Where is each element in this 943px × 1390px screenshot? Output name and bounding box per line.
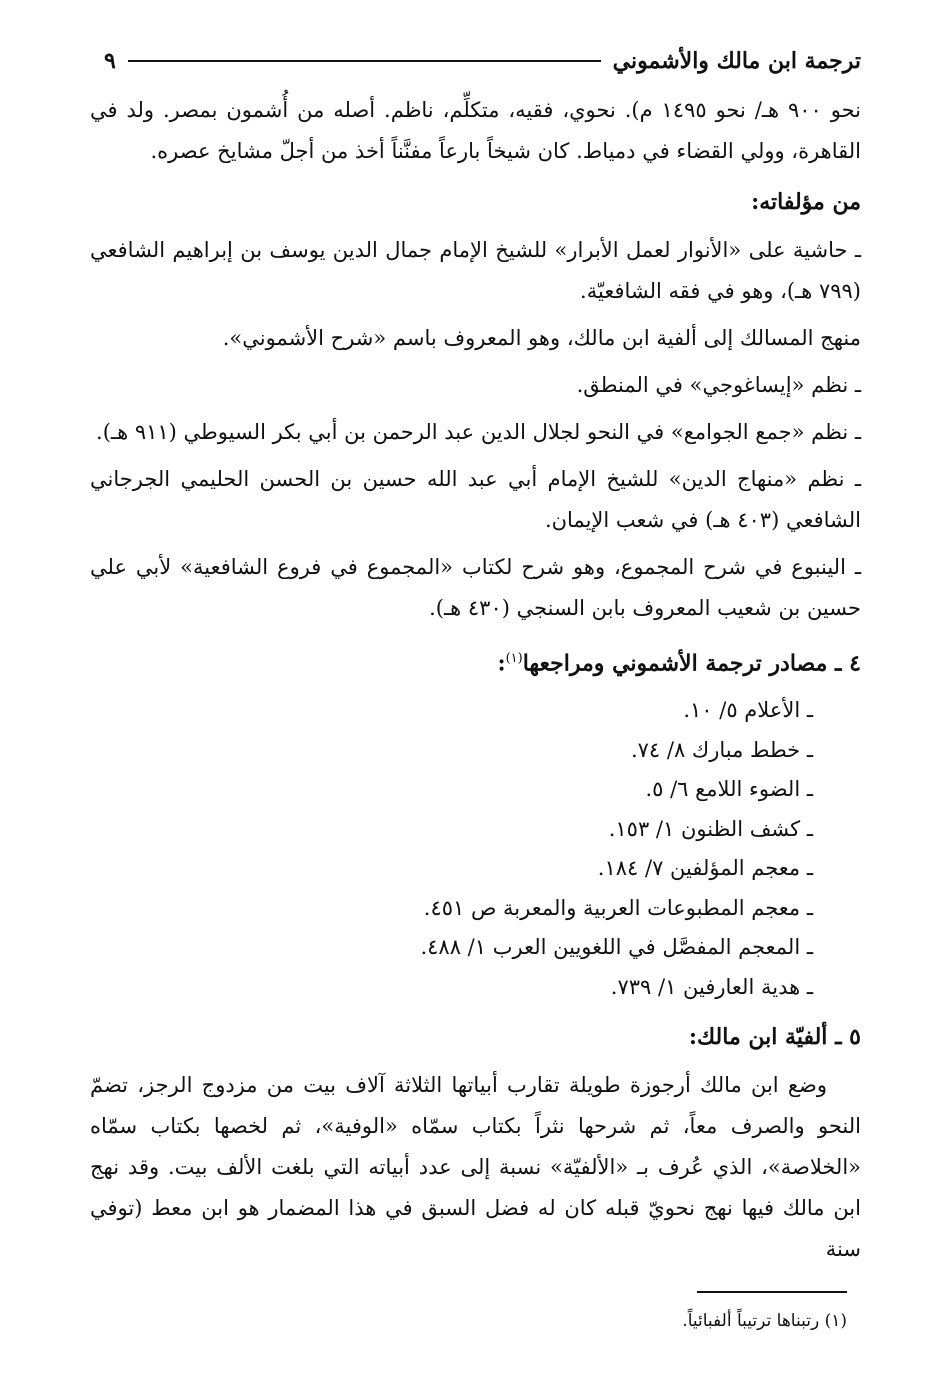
footnote: (١) رتبناها ترتيباً ألفبائياً. [682, 1311, 847, 1331]
source-item-3: ـ الضوء اللامع ٦/ ٥. [645, 777, 813, 802]
alfiyya-paragraph: وضع ابن مالك أرجوزة طويلة تقارب أبياتها الثلاثة آلاف بيت من مزدوج الرجز، تضمّ النحو والصرف معاً، ثم شرحها نثراً بكتاب سمّاه «الوفية»، ثم لخصها بكتاب سمّاه «الخلاصة»، الذي عُرف بـ «الألفيّة» نسبة إلى عدد أبياته التي بلغت الألف بيت. وقد نهج ابن مالك فيها نهج نحويّ قبله كان له فضل السبق في هذا المضمار هو ابن معط (توفي سنة [90, 1073, 861, 1262]
sources-heading-text: ٤ ـ مصادر ترجمة الأشموني ومراجعها [522, 650, 861, 677]
source-item-8: ـ هدية العارفين ١/ ٧٣٩. [610, 974, 813, 999]
work-item-2: منهج المسالك إلى ألفية ابن مالك، وهو المعروف باسم «شرح الأشموني». [222, 326, 861, 350]
page-number: ٩ [104, 48, 116, 74]
works-heading: من مؤلفاته: [751, 189, 861, 215]
running-header [90, 38, 861, 84]
work-item-1: ـ حاشية على «الأنوار لعمل الأبرار» للشيخ الإمام جمال الدين يوسف بن إبراهيم الشافعي (٧٩٩ هـ)، وهو في فقه الشافعيّة. [90, 238, 861, 303]
source-item-7: ـ المعجم المفصَّل في اللغويين العرب ١/ ٤٨٨. [420, 935, 813, 960]
intro-paragraph: نحو ٩٠٠ هـ/ نحو ١٤٩٥ م). نحوي، فقيه، متكلِّم، ناظم. أصله من أُشمون بمصر. ولد في القاهرة، وولي القضاء في دمياط. كان شيخاً بارعاً مفنَّناً أخذ من أجلّ مشايخ عصره. [90, 98, 861, 163]
source-item-6: ـ معجم المطبوعات العربية والمعربة ص ٤٥١. [423, 895, 813, 920]
footnote-marker: (١) [505, 651, 523, 666]
running-title: ترجمة ابن مالك والأشموني [612, 48, 861, 74]
footnote-rule [697, 1291, 847, 1293]
source-item-1: ـ الأعلام ٥/ ١٠. [683, 698, 813, 723]
source-item-5: ـ معجم المؤلفين ٧/ ١٨٤. [597, 856, 813, 881]
source-item-4: ـ كشف الظنون ١/ ١٥٣. [608, 816, 813, 841]
source-item-2: ـ خطط مبارك ٨/ ٧٤. [630, 737, 813, 762]
work-item-4: ـ نظم «جمع الجوامع» في النحو لجلال الدين عبد الرحمن بن أبي بكر السيوطي (٩١١ هـ). [96, 420, 861, 444]
work-item-5: ـ نظم «منهاج الدين» للشيخ الإمام أبي عبد الله حسين بن الحسن الحليمي الجرجاني الشافعي (٤٠٣ هـ) في شعب الإيمان. [90, 467, 861, 532]
alfiyya-heading: ٥ ـ ألفيّة ابن مالك: [688, 1024, 861, 1051]
sources-heading [90, 637, 861, 685]
header-rule [128, 60, 601, 62]
sources-list [90, 691, 861, 1007]
work-item-3: ـ نظم «إيساغوجي» في المنطق. [576, 373, 861, 397]
work-item-6: ـ الينبوع في شرح المجموع، وهو شرح لكتاب «المجموع في فروع الشافعية» لأبي علي حسين بن شعيب المعروف بابن السنجي (٤٣٠ هـ). [90, 555, 861, 620]
sources-heading-colon: : [497, 650, 506, 677]
